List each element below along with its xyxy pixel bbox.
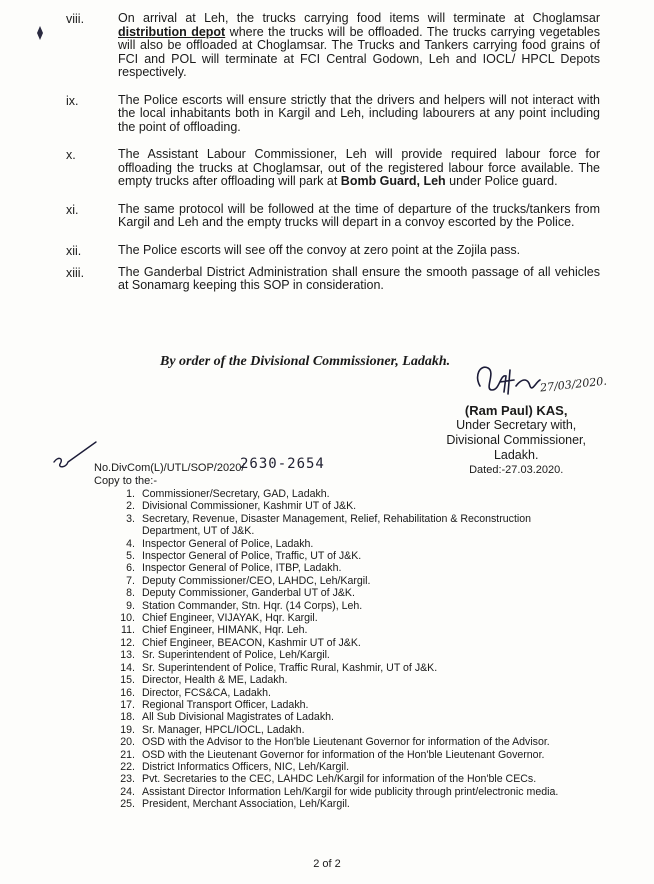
list-item <box>108 761 578 773</box>
clause-number: xii. <box>66 243 82 258</box>
list-item-text: Secretary, Revenue, Disaster Management, Relief, Rehabilitation & Reconstruction Department, UT of J&K. <box>142 512 532 538</box>
signatory-name: (Ram Paul) KAS, <box>464 403 568 418</box>
signatory-designation: Under Secretary with, <box>456 418 577 432</box>
list-item <box>108 575 578 587</box>
clause-number: xiii. <box>66 265 85 280</box>
list-item <box>108 773 578 785</box>
clause-item <box>60 244 600 258</box>
list-item-text: President, Merchant Association, Leh/Kargil. <box>142 798 350 811</box>
signatory-block <box>446 403 586 478</box>
copy-list <box>108 488 578 811</box>
list-item-number: 5. <box>126 550 135 563</box>
list-item-number: 1. <box>126 488 135 500</box>
list-item-number: 2. <box>126 500 135 513</box>
copy-to-label: Copy to the:- <box>94 475 157 487</box>
clause-number: ix. <box>66 93 79 108</box>
list-item <box>108 637 578 649</box>
reference-number: No.DivCom(L)/UTL/SOP/2020/ <box>94 462 245 474</box>
clause-number: x. <box>66 148 76 162</box>
list-item-text: Assistant Director Information Leh/Kargil for wide publicity through print/electronic media. <box>142 785 559 798</box>
list-item-text: Deputy Commissioner/CEO, LAHDC, Leh/Kargil. <box>142 574 371 587</box>
list-item-number: 18. <box>120 711 135 724</box>
list-item-number: 9. <box>126 599 135 612</box>
clause-text: The Assistant Labour Commissioner, Leh will provide required labour force for offloading the trucks at Choglamsar, out of the registered labour force available. The empty trucks after offloading will park at Bomb Guard, Leh under Police guard. <box>118 147 600 188</box>
list-item-text: Director, Health & ME, Ladakh. <box>142 674 288 687</box>
list-item-text: Sr. Superintendent of Police, Leh/Kargil. <box>142 649 330 662</box>
list-item-text: Chief Engineer, BEACON, Kashmir UT of J&K. <box>142 636 361 649</box>
list-item <box>108 624 578 636</box>
clause-number: xi. <box>66 202 79 217</box>
list-item <box>108 786 578 798</box>
list-item-text: District Informatics Officers, NIC, Leh/Kargil. <box>142 760 350 773</box>
clause-list <box>60 12 600 307</box>
list-item-text: Inspector General of Police, Traffic, UT of J&K. <box>142 550 362 563</box>
list-item <box>108 513 578 538</box>
list-item-text: Sr. Manager, HPCL/IOCL, Ladakh. <box>142 723 305 736</box>
clause-item <box>60 148 600 189</box>
clause-text: The Ganderbal District Administration shall ensure the smooth passage of all vehicles at Sonamarg keeping this SOP in consideration. <box>118 264 600 292</box>
list-item <box>108 699 578 711</box>
list-item-text: Inspector General of Police, Ladakh. <box>142 537 314 550</box>
list-item-number: 4. <box>126 537 135 550</box>
order-line: By order of the Divisional Commissioner, Ladakh. <box>160 354 451 369</box>
list-item <box>108 711 578 723</box>
list-item <box>108 600 578 612</box>
list-item-number: 25. <box>120 798 135 811</box>
reference-handwritten-range: 2630-2654 <box>240 456 325 472</box>
list-item <box>108 749 578 761</box>
list-item-number: 11. <box>121 624 135 637</box>
list-item-number: 12. <box>120 636 135 649</box>
list-item-text: Divisional Commissioner, Kashmir UT of J&K. <box>142 500 357 513</box>
emphasis-bold: Bomb Guard, Leh <box>340 174 446 188</box>
clause-text: On arrival at Leh, the trucks carrying food items will terminate at Choglamsar distribution depot where the trucks will be offloaded. The trucks carrying vegetables will also be offloaded at Choglamsar. The Trucks and Tankers carrying food grains of FCI and POL will terminate at FCI Central Godown, Leh and IOCL/ HPCL Depots respectively. <box>118 11 600 79</box>
list-item-number: 15. <box>120 674 135 687</box>
list-item <box>108 500 578 512</box>
list-item-text: Director, FCS&CA, Ladakh. <box>142 686 271 699</box>
list-item <box>108 538 578 550</box>
list-item-number: 21. <box>120 748 135 761</box>
list-item-number: 20. <box>120 736 135 749</box>
list-item-number: 10. <box>120 612 135 625</box>
list-item <box>108 612 578 624</box>
list-item <box>108 674 578 686</box>
signatory-designation: Ladakh. <box>493 448 539 462</box>
list-item-number: 23. <box>120 773 135 786</box>
list-item <box>108 798 578 810</box>
list-item-text: Pvt. Secretaries to the CEC, LAHDC Leh/Kargil for information of the Hon'ble CECs. <box>142 773 537 786</box>
handwritten-tick-icon <box>50 440 100 474</box>
clause-item <box>60 12 600 80</box>
list-item-number: 14. <box>120 661 135 674</box>
list-item-text: Regional Transport Officer, Ladakh. <box>142 698 309 711</box>
list-item-text: Station Commander, Stn. Hqr. (14 Corps), Leh. <box>142 599 363 612</box>
list-item <box>108 587 578 599</box>
clause-text: The Police escorts will ensure strictly that the drivers and helpers will not interact with the local inhabitants both in Kargil and Leh, including labourers at any point including the point of offloading. <box>118 92 600 134</box>
list-item-number: 17. <box>120 698 135 711</box>
list-item-number: 19. <box>120 723 135 736</box>
list-item-text: OSD with the Lieutenant Governor for information of the Hon'ble Lieutenant Governor. <box>142 748 545 761</box>
list-item-text: Commissioner/Secretary, GAD, Ladakh. <box>142 488 330 500</box>
list-item-number: 6. <box>126 562 135 575</box>
list-item <box>108 687 578 699</box>
list-item-text: Inspector General of Police, ITBP, Ladakh. <box>142 562 342 575</box>
list-item-number: 24. <box>120 785 135 798</box>
emphasis-underline: distribution depot <box>118 24 226 39</box>
list-item-number: 7. <box>126 574 135 587</box>
list-item-text: Deputy Commissioner, Ganderbal UT of J&K. <box>142 587 355 600</box>
list-item <box>108 562 578 574</box>
clause-text: The same protocol will be followed at the time of departure of the trucks/tankers from Kargil and Leh and the empty trucks will depart in a convoy escorted by the Police. <box>118 201 600 229</box>
list-item <box>108 488 578 500</box>
list-item <box>108 649 578 661</box>
clause-text: The Police escorts will see off the convoy at zero point at the Zojila pass. <box>118 242 521 257</box>
list-item-number: 16. <box>120 686 135 699</box>
signatory-date: Dated:-27.03.2020. <box>469 464 564 476</box>
list-item-number: 3. <box>126 512 135 525</box>
signature-date: 27/03/2020. <box>539 374 608 395</box>
list-item-text: OSD with the Advisor to the Hon'ble Lieutenant Governor for information of the Advisor. <box>142 736 550 749</box>
clause-number: viii. <box>66 12 85 26</box>
clause-item <box>60 203 600 230</box>
list-item-number: 13. <box>120 649 135 662</box>
clause-item <box>60 266 600 293</box>
list-item <box>108 550 578 562</box>
list-item-text: Sr. Superintendent of Police, Traffic Rural, Kashmir, UT of J&K. <box>142 661 438 674</box>
page-number: 2 of 2 <box>313 858 341 870</box>
list-item <box>108 724 578 736</box>
margin-mark-icon <box>36 26 44 40</box>
list-item-number: 22. <box>120 760 135 773</box>
list-item <box>108 736 578 748</box>
clause-item <box>60 94 600 135</box>
list-item-text: Chief Engineer, VIJAYAK, Hqr. Kargil. <box>142 612 318 625</box>
list-item-text: Chief Engineer, HIMANK, Hqr. Leh. <box>142 624 308 637</box>
list-item-text: All Sub Divisional Magistrates of Ladakh. <box>142 711 334 724</box>
list-item <box>108 662 578 674</box>
list-item-number: 8. <box>126 587 135 600</box>
signatory-designation: Divisional Commissioner, <box>446 433 586 447</box>
